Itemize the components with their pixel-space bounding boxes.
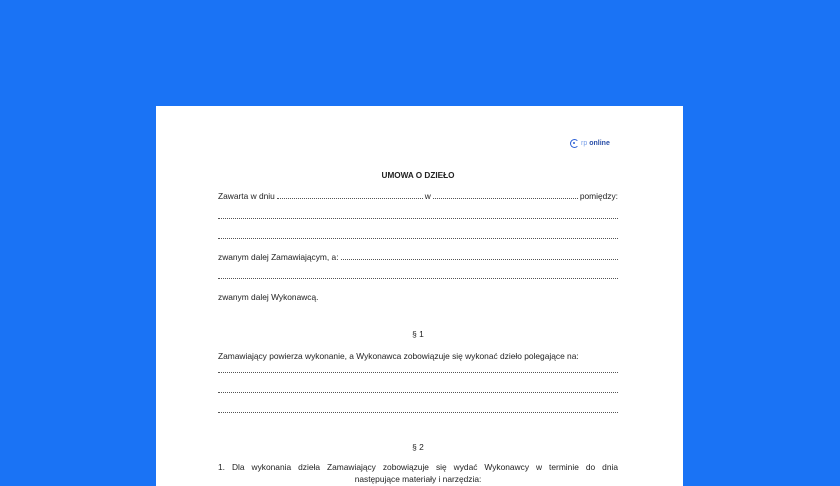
section1-line-2 (218, 384, 618, 394)
logo-rp-text: rp (581, 140, 588, 147)
party1-line-1 (218, 210, 618, 220)
party1-blank-2[interactable] (218, 238, 618, 239)
party1-blank-1[interactable] (218, 218, 618, 219)
section1-line-3 (218, 404, 618, 414)
w-label: w (424, 190, 431, 201)
section1-blank-1[interactable] (218, 372, 618, 373)
wykonawca-label: zwanym dalej Wykonawcą. (218, 291, 319, 302)
pomiedzy-label: pomiędzy: (579, 190, 618, 201)
section1-line-1 (218, 364, 618, 374)
section-1-text (218, 350, 618, 360)
line-zamawiajacy (218, 251, 618, 261)
party1-line-2 (218, 230, 618, 240)
rponline-logo (570, 139, 610, 148)
section-1-heading: § 1 (412, 329, 424, 339)
line-wykonawca (218, 291, 618, 301)
logo-online-text: online (589, 140, 610, 147)
date-blank[interactable] (277, 198, 423, 199)
party2-blank-1[interactable] (341, 259, 618, 260)
party2-blank-2[interactable] (218, 278, 618, 279)
zamawiajacy-label: zwanym dalej Zamawiającym, a: (218, 251, 339, 262)
section1-blank-2[interactable] (218, 392, 618, 393)
document-title: UMOWA O DZIEŁO (381, 171, 455, 180)
section-2-point-1: 1. Dla wykonania dzieła Zamawiający zobowiązuje się wydać Wykonawcy w terminie do dnia (218, 462, 618, 472)
zawarta-label: Zawarta w dniu (218, 190, 275, 201)
party2-line-2 (218, 270, 618, 280)
section-2-point-1-cont: następujące materiały i narzędzia: (354, 474, 482, 484)
place-blank[interactable] (433, 198, 578, 199)
section1-blank-3[interactable] (218, 412, 618, 413)
rponline-logo-icon (570, 139, 579, 148)
section-2-heading: § 2 (412, 442, 424, 452)
document-page (156, 106, 683, 486)
line-zawarta (218, 190, 618, 200)
section-1-text-label: Zamawiający powierza wykonanie, a Wykonawca zobowiązuje się wykonać dzieło polegające na: (218, 350, 579, 361)
